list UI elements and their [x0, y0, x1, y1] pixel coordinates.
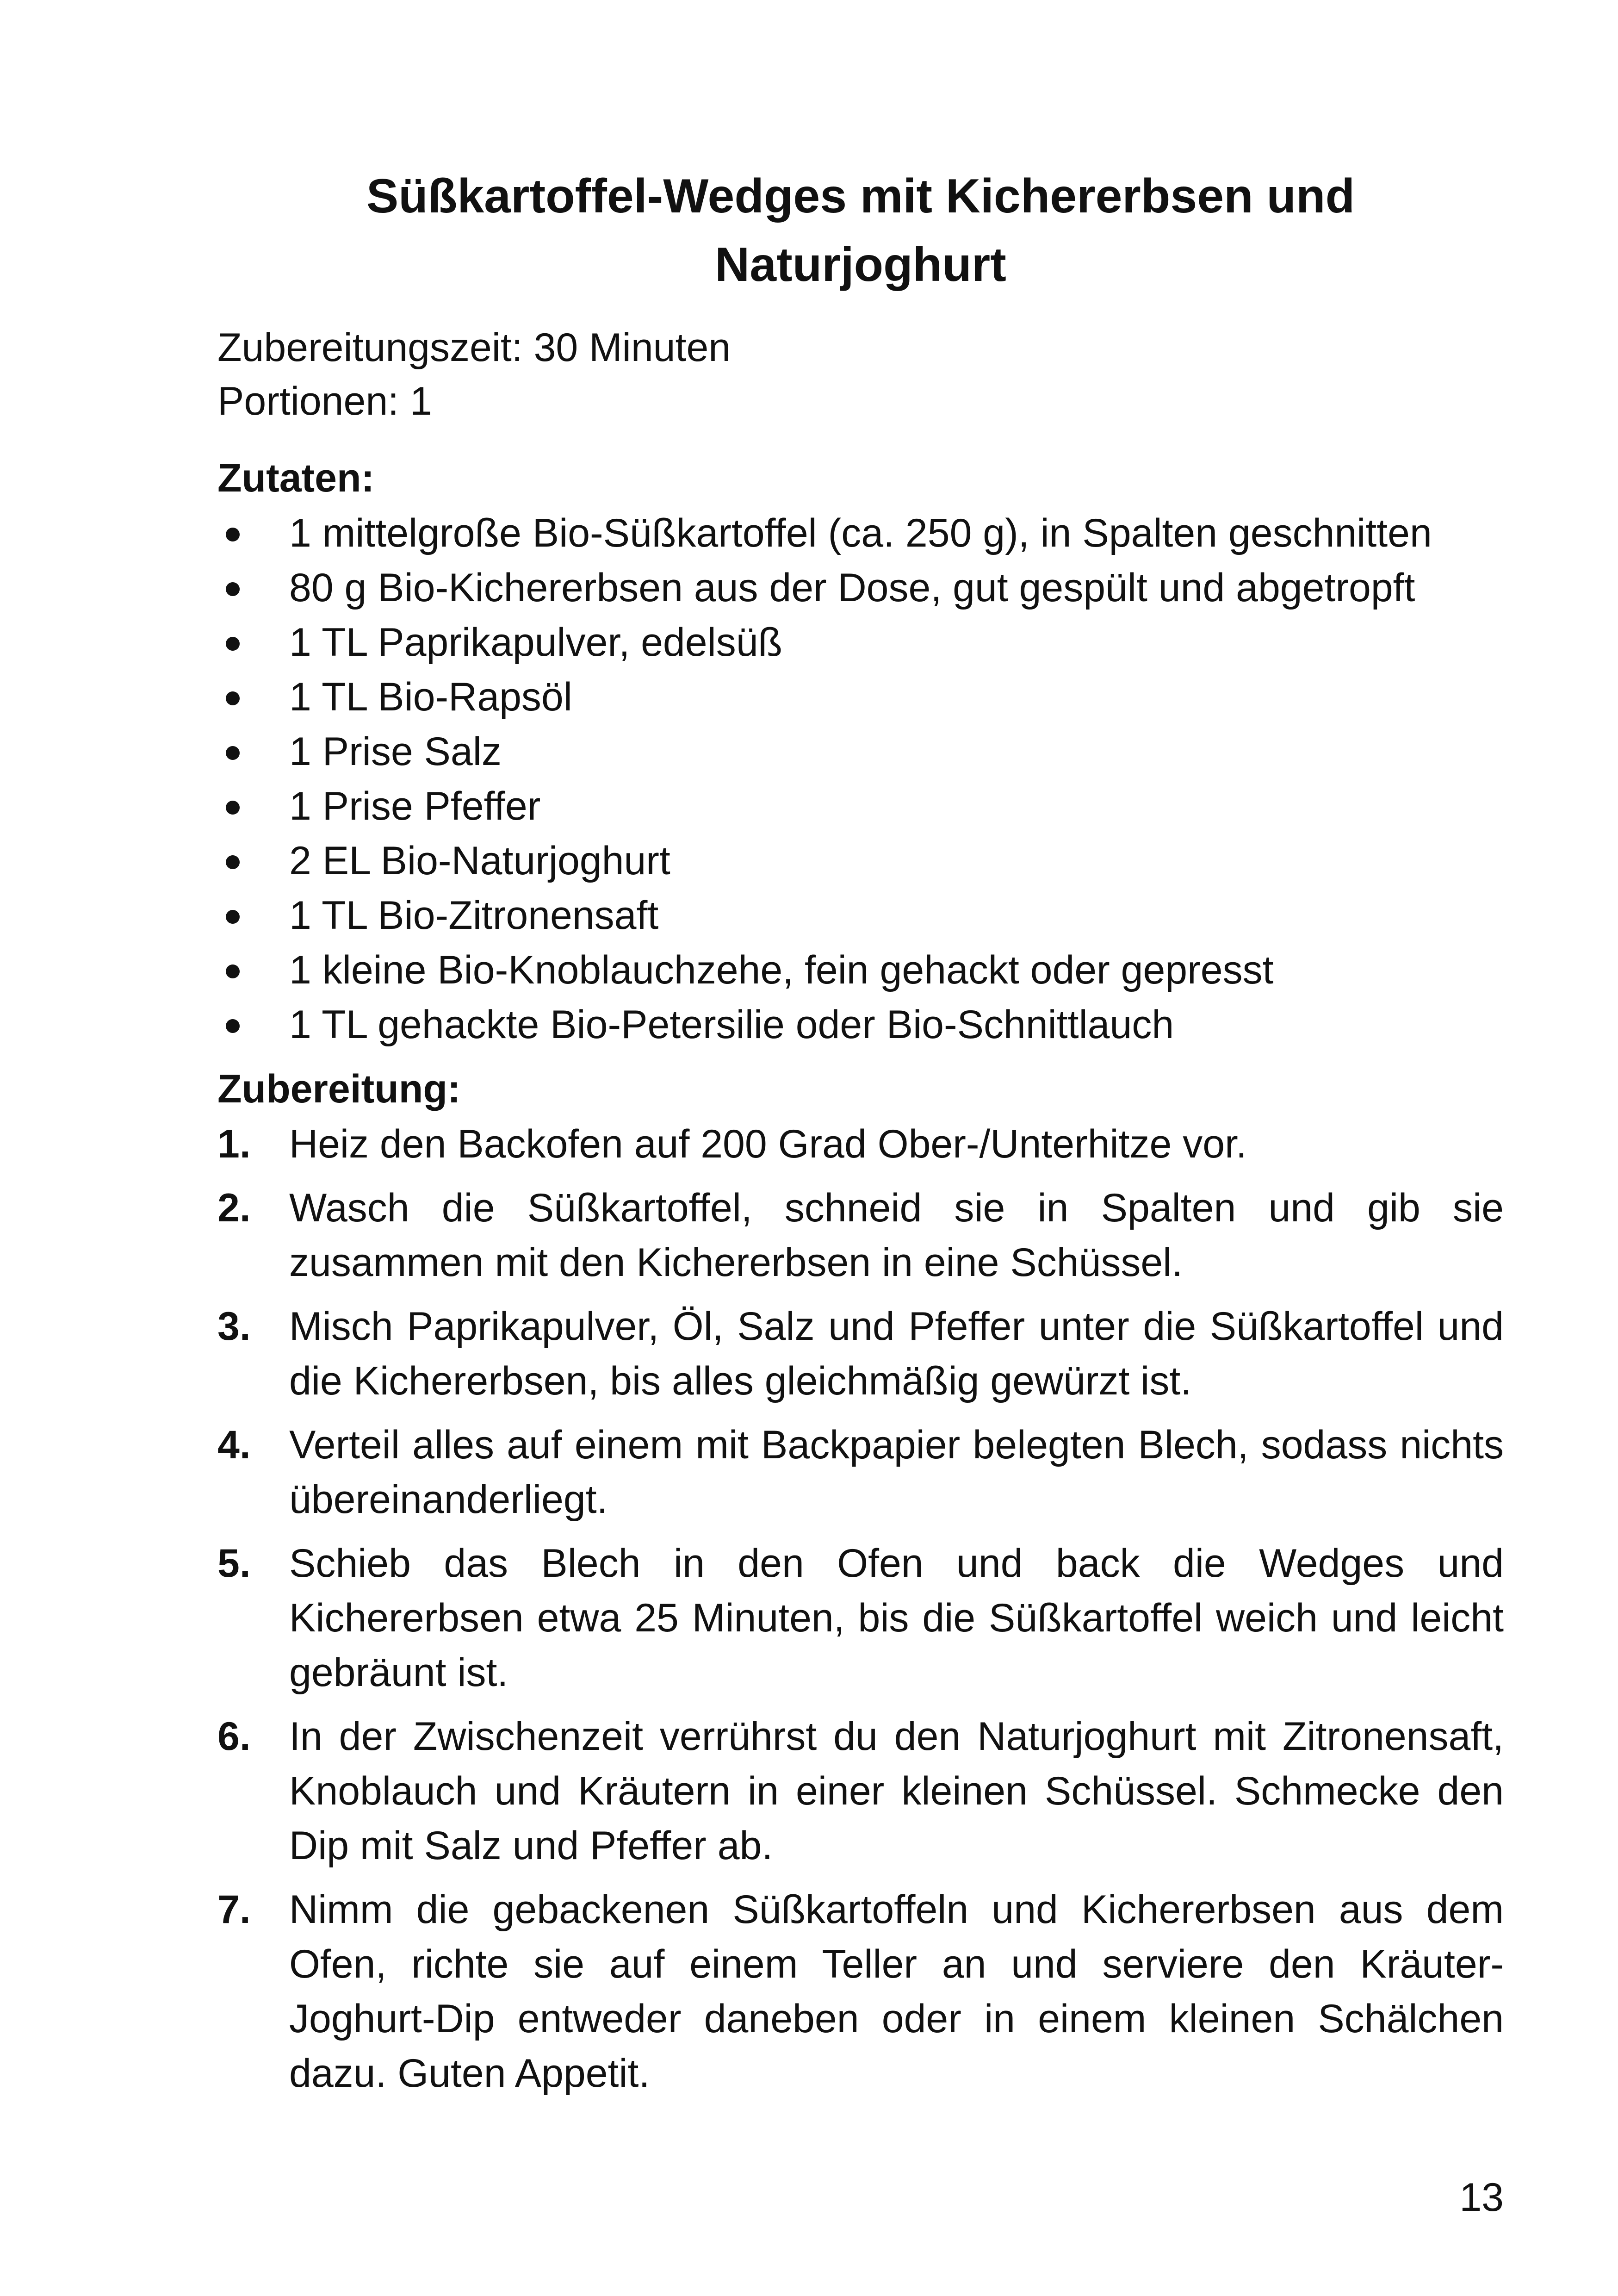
step-number: 4.: [217, 1423, 251, 1467]
step-text: Heiz den Backofen auf 200 Grad Ober-/Unterhitze vor.: [289, 1122, 1247, 1166]
step-item: [217, 1709, 1504, 1873]
step-item: [217, 1418, 1504, 1527]
ingredient-text: 1 TL gehackte Bio-Petersilie oder Bio-Schnittlauch: [289, 1002, 1174, 1047]
step-text: Verteil alles auf einem mit Backpapier belegten Blech, sodass nichts übereinanderliegt.: [289, 1423, 1504, 1522]
bullet-icon: [226, 855, 240, 869]
recipe-title: Süßkartoffel-Wedges mit Kichererbsen und Naturjoghurt: [366, 169, 1355, 292]
ingredient-text: 1 Prise Salz: [289, 729, 502, 774]
ingredient-text: 1 kleine Bio-Knoblauchzehe, fein gehackt oder gepresst: [289, 948, 1274, 992]
step-text: Misch Paprikapulver, Öl, Salz und Pfeffer unter die Süßkartoffel und die Kichererbsen, bis alles gleichmäßig gewürzt ist.: [289, 1304, 1504, 1403]
page-number: 13: [1459, 2175, 1504, 2220]
step-number: 2.: [217, 1186, 251, 1230]
step-item: [217, 1299, 1504, 1408]
step-text: Schieb das Blech in den Ofen und back die Wedges und Kichererbsen etwa 25 Minuten, bis die Süßkartoffel weich und leicht gebräunt ist.: [289, 1541, 1504, 1695]
bullet-icon: [226, 801, 240, 815]
servings: Portionen: 1: [217, 379, 432, 423]
ingredient-item: [217, 997, 1432, 1052]
ingredients-list: [217, 506, 1432, 1052]
ingredient-item: [217, 888, 1432, 943]
ingredient-item: [217, 670, 1432, 724]
step-text: Nimm die gebackenen Süßkartoffeln und Kichererbsen aus dem Ofen, richte sie auf einem Teller an und serviere den Kräuter-Joghurt-Dip entweder daneben oder in einem kleinen Schälchen dazu. Guten Appetit.: [289, 1887, 1504, 2096]
ingredient-item: [217, 943, 1432, 997]
preparation-steps: [217, 1117, 1504, 2110]
ingredient-text: 1 mittelgroße Bio-Süßkartoffel (ca. 250 g), in Spalten geschnitten: [289, 511, 1432, 555]
preparation-heading: Zubereitung:: [217, 1067, 461, 1111]
recipe-meta: [217, 321, 731, 428]
step-text: Wasch die Süßkartoffel, schneid sie in Spalten und gib sie zusammen mit den Kichererbsen in eine Schüssel.: [289, 1186, 1504, 1285]
ingredient-item: [217, 724, 1432, 779]
ingredient-item: [217, 834, 1432, 888]
ingredients-heading: Zutaten:: [217, 456, 375, 500]
step-number: 3.: [217, 1304, 251, 1349]
step-number: 6.: [217, 1714, 251, 1759]
ingredient-item: [217, 779, 1432, 834]
ingredient-text: 1 Prise Pfeffer: [289, 784, 541, 828]
ingredient-text: 80 g Bio-Kichererbsen aus der Dose, gut gespült und abgetropft: [289, 566, 1415, 610]
ingredient-text: 1 TL Bio-Rapsöl: [289, 675, 572, 719]
bullet-icon: [226, 1019, 240, 1033]
ingredient-item: [217, 506, 1432, 560]
ingredient-item: [217, 560, 1432, 615]
step-number: 1.: [217, 1122, 251, 1166]
step-item: [217, 1536, 1504, 1700]
step-item: [217, 1181, 1504, 1290]
bullet-icon: [226, 691, 240, 705]
ingredient-text: 1 TL Paprikapulver, edelsüß: [289, 620, 783, 665]
ingredient-text: 1 TL Bio-Zitronensaft: [289, 893, 659, 938]
prep-time: Zubereitungszeit: 30 Minuten: [217, 325, 731, 370]
ingredient-item: [217, 615, 1432, 670]
step-item: [217, 1882, 1504, 2101]
bullet-icon: [226, 746, 240, 760]
step-item: [217, 1117, 1504, 1171]
bullet-icon: [226, 910, 240, 924]
bullet-icon: [226, 637, 240, 651]
bullet-icon: [226, 528, 240, 541]
step-number: 5.: [217, 1541, 251, 1586]
step-text: In der Zwischenzeit verrührst du den Naturjoghurt mit Zitronensaft, Knoblauch und Kräutern in einer kleinen Schüssel. Schmecke den Dip mit Salz und Pfeffer ab.: [289, 1714, 1504, 1868]
step-number: 7.: [217, 1887, 251, 1932]
bullet-icon: [226, 964, 240, 978]
bullet-icon: [226, 582, 240, 596]
ingredient-text: 2 EL Bio-Naturjoghurt: [289, 839, 670, 883]
